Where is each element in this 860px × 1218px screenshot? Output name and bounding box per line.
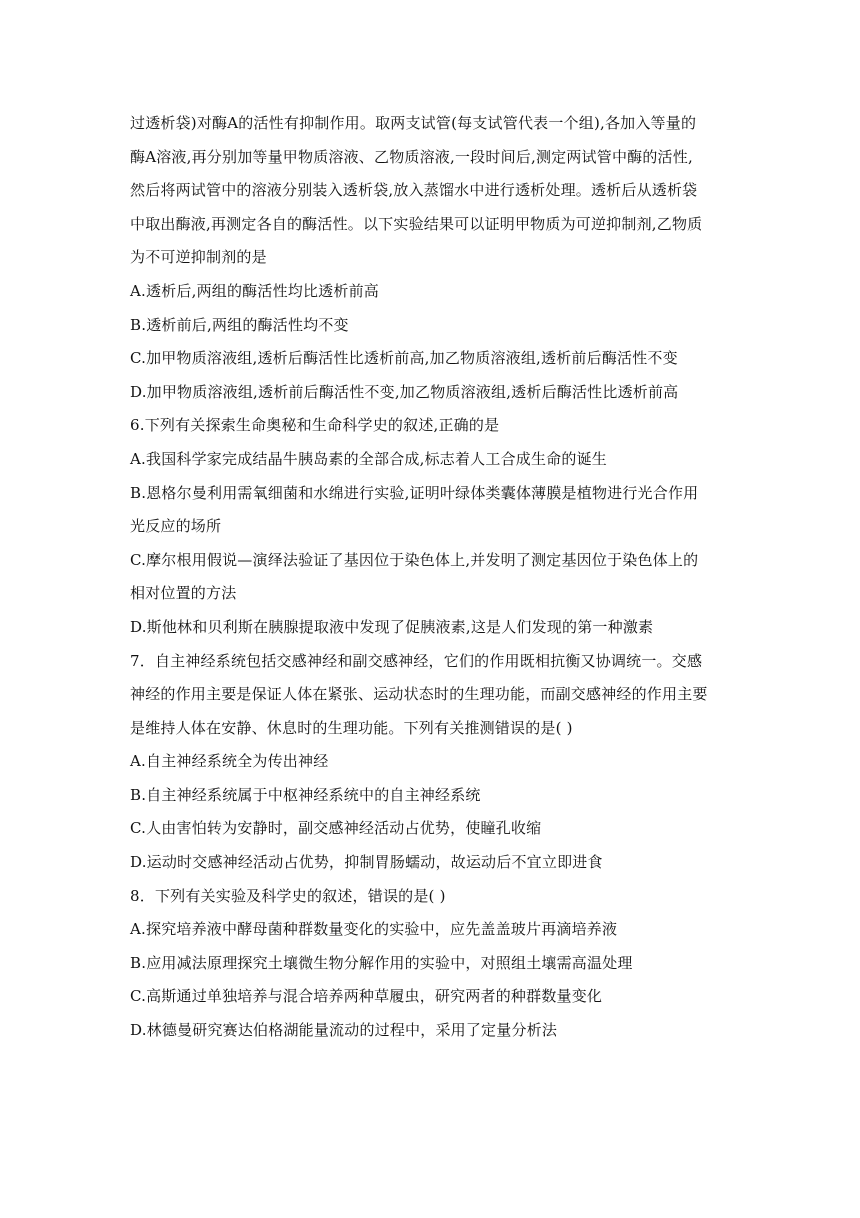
option-a: A.我国科学家完成结晶牛胰岛素的全部合成,标志着人工合成生命的诞生 xyxy=(130,449,607,468)
option-c: C.加甲物质溶液组,透析后酶活性比透析前高,加乙物质溶液组,透析前后酶活性不变 xyxy=(130,349,678,368)
text-line: 然后将两试管中的溶液分别装入透析袋,放入蒸馏水中进行透析处理。透析后从透析袋 xyxy=(130,181,698,200)
option-c: C.人由害怕转为安静时，副交感神经活动占优势，使瞳孔收缩 xyxy=(130,819,542,838)
text-line: 中取出酶液,再测定各自的酶活性。以下实验结果可以证明甲物质为可逆抑制剂,乙物质 xyxy=(130,214,703,233)
option-a: A.自主神经系统全为传出神经 xyxy=(130,752,329,771)
option-c: C.高斯通过单独培养与混合培养两种草履虫，研究两者的种群数量变化 xyxy=(130,987,603,1006)
option-a: A.探究培养液中酵母菌种群数量变化的实验中，应先盖盖玻片再滴培养液 xyxy=(130,920,618,939)
option-a: A.透析后,两组的酶活性均比透析前高 xyxy=(130,281,379,300)
question-7-stem: 7．自主神经系统包括交感神经和副交感神经，它们的作用既相抗衡又协调统一。交感 xyxy=(130,651,703,670)
question-7-stem-continued: 神经的作用主要是保证人体在紧张、运动状态时的生理功能，而副交感神经的作用主要 xyxy=(130,685,708,704)
question-text xyxy=(130,107,742,1048)
text-line: 为不可逆抑制剂的是 xyxy=(130,248,267,267)
option-b: B.透析前后,两组的酶活性均不变 xyxy=(130,315,349,334)
text-line: 过透析袋)对酶A的活性有抑制作用。取两支试管(每支试管代表一个组),各加入等量的 xyxy=(130,114,697,132)
option-b: B.自主神经系统属于中枢神经系统中的自主神经系统 xyxy=(130,785,481,804)
question-7-stem-continued: 是维持人体在安静、休息时的生理功能。下列有关推测错误的是( ) xyxy=(130,718,573,737)
option-d: D.斯他林和贝利斯在胰腺提取液中发现了促胰液素,这是人们发现的第一种激素 xyxy=(130,617,654,636)
option-c: C.摩尔根用假说—演绎法验证了基因位于染色体上,并发明了测定基因位于染色体上的 xyxy=(130,550,699,569)
question-6-stem: 6.下列有关探索生命奥秘和生命科学史的叙述,正确的是 xyxy=(130,416,500,435)
option-d: D.运动时交感神经活动占优势，抑制胃肠蠕动，故运动后不宜立即进食 xyxy=(130,853,603,872)
option-b-continued: 光反应的场所 xyxy=(130,517,222,536)
question-8-stem: 8．下列有关实验及科学史的叙述，错误的是( ) xyxy=(130,886,446,905)
option-b: B.恩格尔曼利用需氧细菌和水绵进行实验,证明叶绿体类囊体薄膜是植物进行光合作用 xyxy=(130,483,699,502)
option-d: D.加甲物质溶液组,透析前后酶活性不变,加乙物质溶液组,透析后酶活性比透析前高 xyxy=(130,382,679,401)
option-b: B.应用减法原理探究土壤微生物分解作用的实验中，对照组土壤需高温处理 xyxy=(130,953,633,972)
text-line: 酶A溶液,再分别加等量甲物质溶液、乙物质溶液,一段时间后,测定两试管中酶的活性, xyxy=(130,147,693,166)
option-d: D.林德曼研究赛达伯格湖能量流动的过程中，采用了定量分析法 xyxy=(130,1021,558,1040)
option-c-continued: 相对位置的方法 xyxy=(130,584,237,603)
